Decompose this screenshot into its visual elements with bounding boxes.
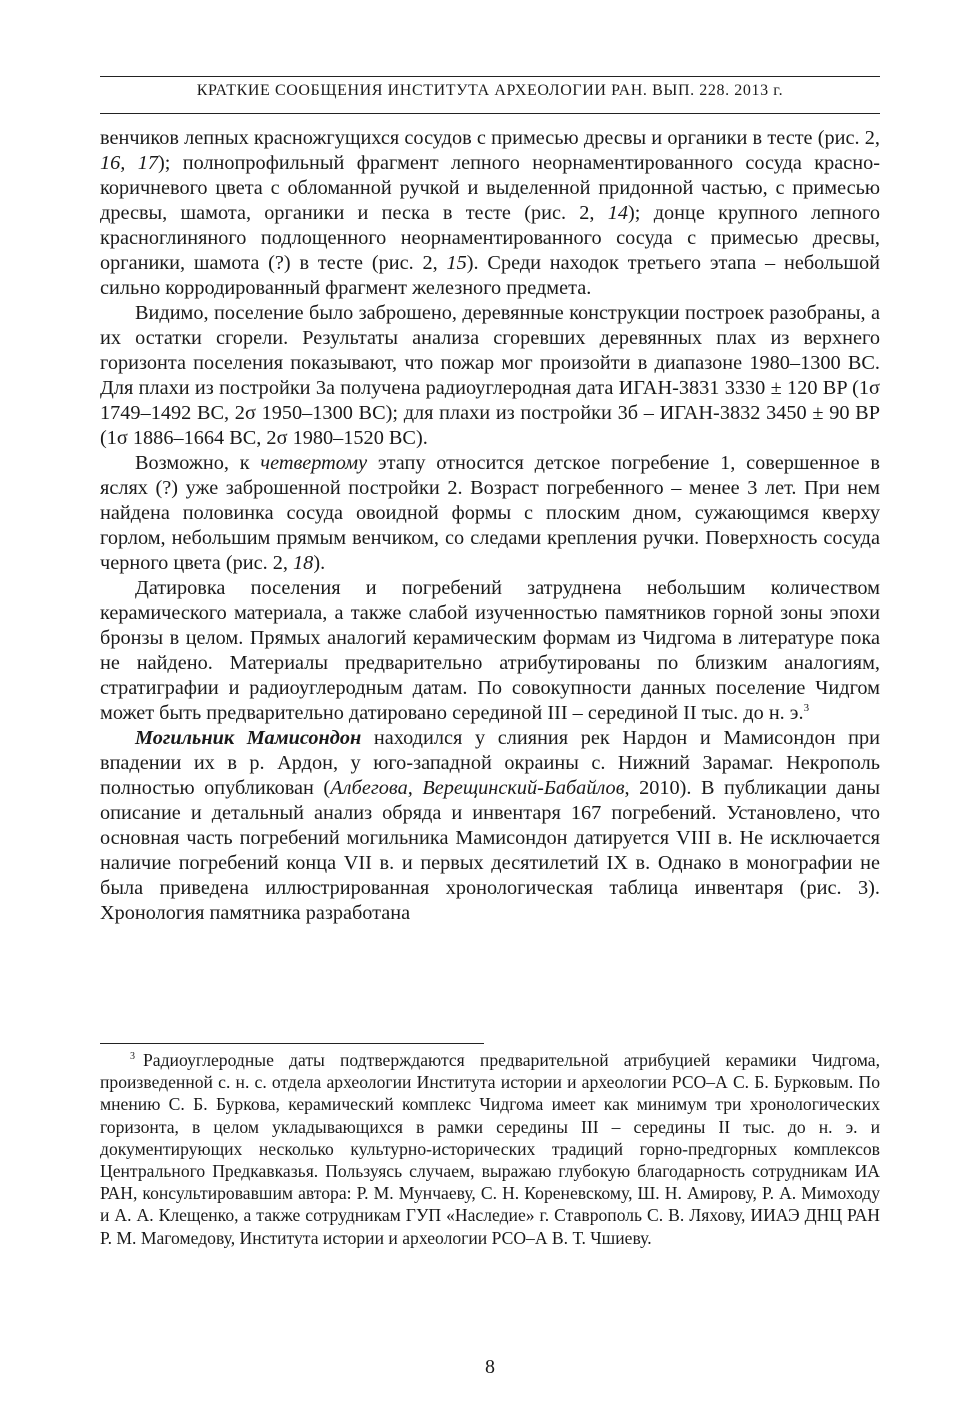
footnote-rule (100, 1043, 484, 1044)
footnote-paragraph (100, 1049, 880, 1249)
header-bottom-rule (100, 113, 880, 114)
paragraph-4: Датировка поселения и погребений затруднена небольшим количеством керамического материала, а также слабой изученностью памятников горной зоны эпохи бронзы в целом. Прямых аналогий керамическим формам из Чидгома в литературе пока не найдено. Материалы предварительно атрибутированы по близким аналогиям, стратиграфии и радиоуглеродным датам. По совокупности данных поселение Чидгом может быть предварительно датировано серединой III – серединой II тыс. до н. э.$^3$ (100, 577, 880, 724)
header-top-rule (100, 76, 880, 77)
citation-authors: Албегова, Верещинский-Бабайлов (330, 777, 625, 799)
paragraph-1: венчиков лепных красножгущихся сосудов с примесью дресвы и органики в тесте (рис. 2, 16, 17); полнопрофильный фрагмент лепного неорнаментированного сосуда красно-коричневого цвета с обломанной ручкой и выделенной придонной частью, с примесью дресвы, шамота, органики и песка в тесте (рис. 2, 14); донце крупного лепного красноглиняного подлощенного неорнаментированного сосуда с примесью дресвы, органики, шамота (?) в тесте (рис. 2, 15). Среди находок третьего этапа – небольшой сильно корродированный фрагмент железного предмета. (100, 127, 881, 299)
page-number: 8 (485, 1356, 495, 1378)
footnote (100, 1049, 880, 1249)
section-term: Могильник Мамисондон (135, 727, 362, 749)
paragraph-5: Могильник Мамисондон находился у слияния рек Нардон и Мамисондон при впадении их в р. Ардон, у юго-западной окраины с. Нижний Зарамаг. Некрополь полностью опубликован (Албегова, Верещинский-Бабайлов, 2010). В публикации даны описание и детальный анализ обряда и инвентаря 167 погребений. Установлено, что основная часть погребений могильника Мамисондон датируется VIII в. Не исключается наличие погребений конца VII в. и первых десятилетий IX в. Однако в монографии не была приведена иллюстрированная хронологическая таблица инвентаря (рис. 3). Хронология памятника разработана (100, 727, 880, 924)
running-head: КРАТКИЕ СООБЩЕНИЯ ИНСТИТУТА АРХЕОЛОГИИ РАН. ВЫП. 228. 2013 г. (196, 82, 784, 99)
body-text (100, 126, 880, 926)
paragraph-3: Возможно, к четвертому этапу относится детское погребение 1, совершенное в яслях (?) уже заброшенной постройки 2. Возраст погребенного – менее 3 лет. При нем найдена половинка сосуда овоидной формы с плоским дном, сужающимся кверху горлом, небольшим прямым венчиком, со следами крепления ручки. Поверхность сосуда черного цвета (рис. 2, 18). (100, 452, 880, 574)
footnote-marker: 3 (130, 1051, 135, 1063)
paragraph-2: Видимо, поселение было заброшено, деревянные конструкции построек разобраны, а их остатки сгорели. Результаты анализа сгоревших деревянных плах из верхнего горизонта поселения показывают, что пожар мог произойти в диапазоне 1980–1300 BC. Для плахи из постройки 3а получена радиоуглеродная дата ИГАН-3831 3330 ± 120 BP (1σ 1749–1492 BC, 2σ 1950–1300 BC); для плахи из постройки 3б – ИГАН-3832 3450 ± 90 BP (1σ 1886–1664 BC, 2σ 1980–1520 BC). (100, 302, 880, 449)
footnote-text: Радиоуглеродные даты подтверждаются предварительной атрибуцией керамики Чидгома, произведенной с. н. с. отдела археологии Института истории и археологии РСО–А С. Б. Бурковым. По мнению С. Б. Буркова, керамический комплекс Чидгома имеет как минимум три хронологических горизонта, в целом укладывающихся в рамки середины III – середины II тыс. до н. э. и документирующих несколько культурно-исторических традиций горно-предгорных комплексов Центрального Предкавказья. Пользуясь случаем, выражаю глубокую благодарность сотрудникам ИА РАН, консультировавшим автора: Р. М. Мунчаеву, С. Н. Кореневскому, Ш. Н. Амирову, Р. А. Мимоходу и А. А. Клещенко, а также сотрудникам ГУП «Наследие» г. Ставрополь С. В. Ляхову, ИИАЭ ДНЦ РАН Р. М. Магомедову, Института истории и археологии РСО–А В. Т. Чшиеву. (100, 1050, 880, 1248)
footnote-reference[interactable]: 3 (803, 702, 810, 715)
